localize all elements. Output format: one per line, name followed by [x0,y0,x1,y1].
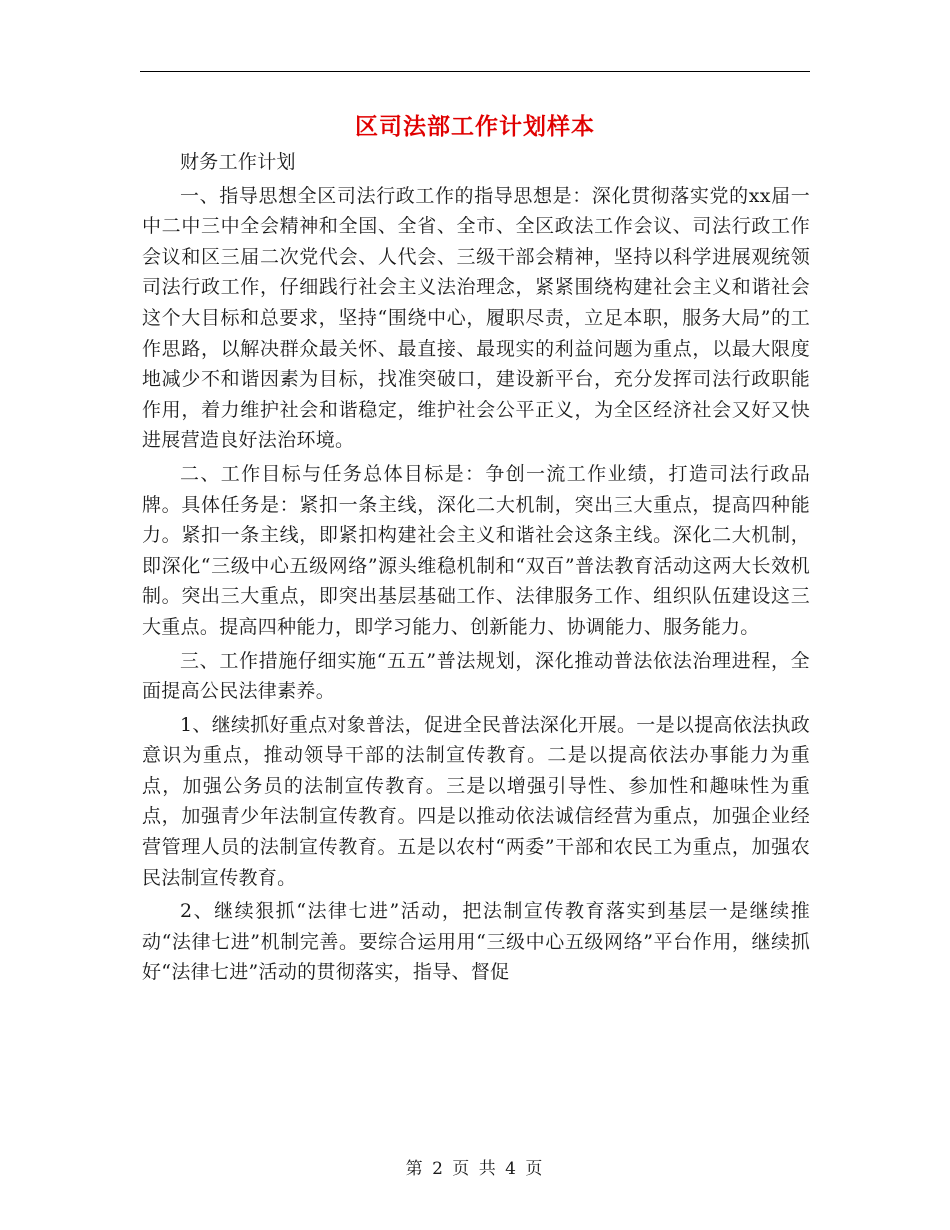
page-number: 第 2 页 共 4 页 [405,1159,545,1179]
document-title: 区司法部工作计划样本 [355,113,595,140]
paragraph-guiding-ideology: 一、指导思想全区司法行政工作的指导思想是：深化贯彻落实党的xx届一中二中三中全会精神和全国、全省、全市、全区政法工作会议、司法行政工作会议和区三届二次党代会、人代会、三级干部会精神，坚持以科学进展观统领司法行政工作，仔细践行社会主义法治理念，紧紧围绕构建社会主义和谐社会这个大目标和总要求，坚持“围绕中心，履职尽责，立足本职，服务大局”的工作思路，以解决群众最关怀、最直接、最现实的利益问题为重点，以最大限度地减少不和谐因素为目标，找准突破口，建设新平台，充分发挥司法行政职能作用，着力维护社会和谐稳定，维护社会公平正义，为全区经济社会又好又快进展营造良好法治环境。 [142,184,810,452]
header-rule [140,71,810,72]
paragraph-measures: 三、工作措施仔细实施“五五”普法规划，深化推动普法依法治理进程，全面提高公民法律素养。 [142,649,810,703]
paragraph-goals-tasks: 二、工作目标与任务总体目标是：争创一流工作业绩，打造司法行政品牌。具体任务是：紧扣一条主线，深化二大机制，突出三大重点，提高四种能力。紧扣一条主线，即紧扣构建社会主义和谐社会这条主线。深化二大机制，即深化“三级中心五级网络”源头维稳机制和“双百”普法教育活动这两大长效机制。突出三大重点，即突出基层基础工作、法律服务工作、组织队伍建设这三大重点。提高四种能力，即学习能力、创新能力、协调能力、服务能力。 [142,462,810,638]
paragraph-heading: 财务工作计划 [180,151,296,173]
paragraph-item-2: 2、继续狠抓“法律七进”活动，把法制宣传教育落实到基层一是继续推动“法律七进”机制完善。要综合运用用“三级中心五级网络”平台作用，继续抓好“法律七进”活动的贯彻落实，指导、督促 [142,900,810,984]
paragraph-item-1: 1、继续抓好重点对象普法，促进全民普法深化开展。一是以提高依法执政意识为重点，推动领导干部的法制宣传教育。二是以提高依法办事能力为重点，加强公务员的法制宣传教育。三是以增强引导性、参加性和趣味性为重点，加强青少年法制宣传教育。四是以推动依法诚信经营为重点，加强企业经营管理人员的法制宣传教育。五是以农村“两委”干部和农民工为重点，加强农民法制宣传教育。 [142,713,810,889]
document-body [142,147,810,988]
